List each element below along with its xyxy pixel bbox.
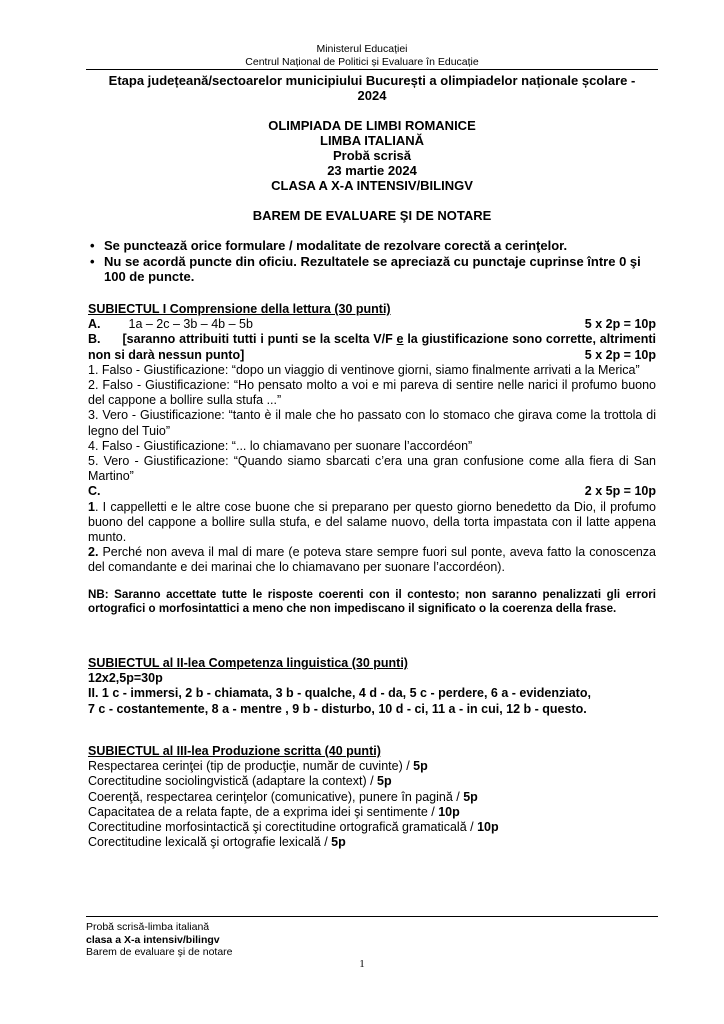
criterion-row: Corectitudine sociolingvistică (adaptare la context) / 5p [88, 774, 392, 789]
subject2-score: 12x2,5p=30p [88, 671, 163, 686]
header-center: Centrul Național de Politici și Evaluare în Educație [245, 56, 479, 68]
criterion-row: Coerenţă, respectarea cerinţelor (comunicative), punere în pagină / 5p [88, 789, 478, 804]
bullet-icon: • [90, 253, 95, 269]
footer-line2: clasa a X-a intensiv/bilingv [86, 933, 220, 946]
criterion-row: Corectitudine lexicală şi ortografie lexicală / 5p [88, 835, 346, 850]
subject2-section [88, 656, 656, 717]
footer [86, 921, 233, 959]
footer-divider [86, 916, 658, 917]
subject1-b-note: B. [saranno attribuiti tutti i punti se la scelta V/F e la giustificazione sono corrette, altrimenti non si darà nessun punto] [88, 332, 657, 362]
subject1-b-item: 3. Vero - Giustificazione: “tanto è il male che ho passato con lo stomaco che girava come la trottola di legno del Tuio” [88, 408, 656, 438]
page-number: 1 [359, 958, 365, 970]
subject3-heading: SUBIECTUL al III-lea Produzione scritta (40 punti) [88, 744, 381, 758]
test-type: Probă scrisă [332, 148, 412, 163]
bullet-icon: • [90, 238, 95, 253]
rule-item: • Nu se acordă puncte din oficiu. Rezultatele se apreciază cu punctaje cuprinse între 0 şi 100 de puncte. [90, 253, 641, 284]
subject1-b-item: 5. Vero - Giustificazione: “Quando siamo sbarcati c’era una gran confusione come alla fiera di San Martino” [88, 454, 656, 484]
barem-title: BAREM DE EVALUARE ŞI DE NOTARE [252, 208, 492, 223]
subject1-section [88, 302, 656, 617]
criterion-row: Respectarea cerinţei (tip de producţie, număr de cuvinte) / 5p [88, 759, 428, 774]
subject1-a-score: 5 x 2p = 10p [584, 317, 656, 332]
footer-line1: Probă scrisă-limba italiană [86, 921, 210, 933]
stage-title-line2: 2024 [357, 88, 387, 103]
subject1-c-answer-1: 1. I cappelletti e le altre cose buone che si preparano per questo giorno benedetto da Dio, il profumo buono del cappone a bollire sulla stufa, e del salame nuovo, della torta impastata con il latte appena munto. [88, 499, 656, 545]
rules-list [88, 238, 656, 285]
criterion-row: Corectitudine morfosintactică şi corectitudine ortografică gramaticală / 10p [88, 820, 499, 835]
criterion-row: Capacitatea de a relata fapte, de a exprima idei şi sentimente / 10p [88, 804, 460, 819]
subject1-b-item: 4. Falso - Giustificazione: “... lo chiamavano per suonare l’accordéon” [88, 438, 473, 453]
subject1-b-item: 1. Falso - Giustificazione: “dopo un viaggio di ventinove giorni, siamo finalmente arrivati a la Merica” [88, 362, 640, 377]
subject1-nb: NB: Saranno accettate tutte le risposte coerenti con il contesto; non saranno penalizzati gli errori ortografici o morfosintattici a meno che non impediscano il significato o la coerenza della frase. [88, 587, 656, 616]
subject1-a-row [88, 317, 656, 332]
header-ministry: Ministerul Educației [316, 43, 408, 55]
subject1-c-row [88, 484, 656, 499]
subject1-heading: SUBIECTUL I Comprensione della lettura (30 punti) [88, 302, 391, 316]
header-divider [86, 69, 658, 70]
stage-title-line1: Etapa județeană/sectoarelor municipiului București a olimpiadelor naționale școlare - [108, 73, 636, 88]
subject1-b-item: 2. Falso - Giustificazione: “Ho pensato molto a voi e mi pareva di sentire nelle narici il profumo buono del cappone a bollire sulla stufa ...” [88, 378, 656, 408]
language-title: LIMBA ITALIANĂ [320, 133, 424, 148]
subject1-a-label: A. [88, 317, 101, 332]
subject1-c-label: C. [88, 484, 101, 499]
olympiad-title: OLIMPIADA DE LIMBI ROMANICE [268, 118, 476, 133]
footer-line3: Barem de evaluare şi de notare [86, 946, 233, 958]
test-date: 23 martie 2024 [327, 163, 417, 178]
class-title: CLASA A X-A INTENSIV/BILINGV [271, 178, 473, 193]
rule-item: • Se punctează orice formulare / modalitate de rezolvare corectă a cerinţelor. [90, 238, 568, 253]
subject2-answers-line2: 7 c - costantemente, 8 a - mentre , 9 b - disturbo, 10 d - ci, 11 a - in cui, 12 b - questo. [88, 701, 587, 716]
subject1-c-score: 2 x 5p = 10p [584, 484, 656, 499]
subject2-heading: SUBIECTUL al II-lea Competenza linguistica (30 punti) [88, 656, 408, 670]
subject1-c-answer-2: 2. Perché non aveva il mal di mare (e poteva stare sempre fuori sul ponte, aveva fatto la conoscenza del comandante e dei marinai che lo chiamavano per suonare l’accordéon). [88, 545, 656, 575]
subject3-section [88, 744, 656, 850]
subject1-b-score: 5 x 2p = 10p [584, 347, 656, 362]
subject1-a-answers: 1a – 2c – 3b – 4b – 5b [128, 317, 253, 332]
subject2-answers-line1: II. 1 c - immersi, 2 b - chiamata, 3 b - qualche, 4 d - da, 5 c - perdere, 6 a - evidenziato, [88, 686, 591, 701]
